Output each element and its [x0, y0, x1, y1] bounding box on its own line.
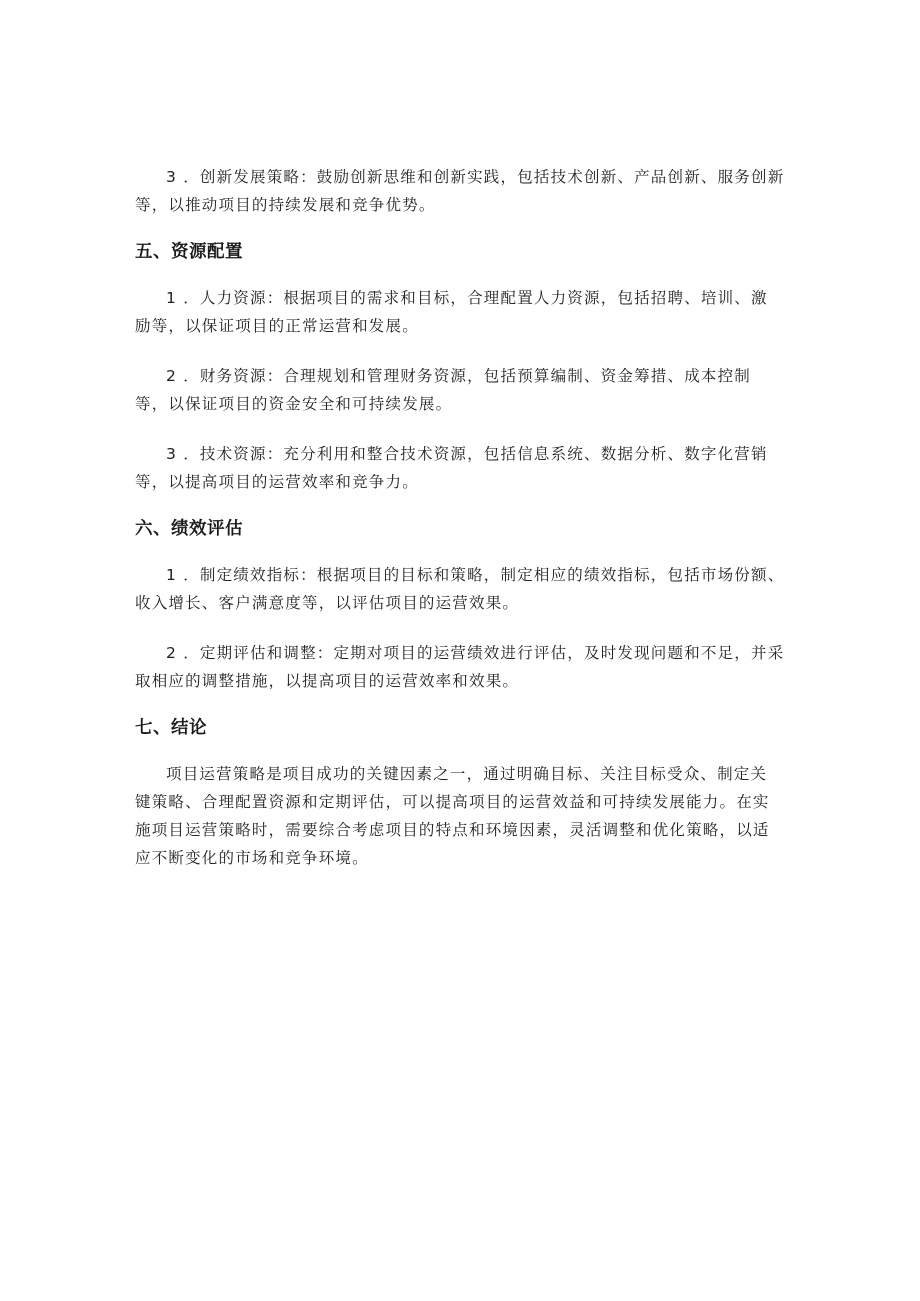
paragraph-line: 等，以提高项目的运营效率和竞争力。 [135, 473, 419, 491]
paragraph-line: 励等，以保证项目的正常运营和发展。 [135, 317, 419, 335]
paragraph-line: 1 ．制定绩效指标：根据项目的目标和策略，制定相应的绩效指标，包括市场份额、 [166, 566, 785, 584]
paragraph-performance-indicators [135, 561, 787, 617]
paragraph-periodic-review [135, 639, 787, 695]
section-heading-performance-evaluation: 六、绩效评估 [135, 519, 243, 539]
paragraph-line: 1 ．人力资源：根据项目的需求和目标，合理配置人力资源，包括招聘、培训、激 [166, 289, 768, 307]
paragraph-line: 项目运营策略是项目成功的关键因素之一，通过明确目标、关注目标受众、制定关 [166, 765, 768, 783]
paragraph-line: 取相应的调整措施，以提高项目的运营效率和效果。 [135, 672, 520, 690]
paragraph-human-resources [135, 284, 787, 340]
paragraph-line: 2 ．定期评估和调整：定期对项目的运营绩效进行评估，及时发现问题和不足，并采 [166, 644, 785, 662]
paragraph-financial-resources [135, 362, 787, 418]
paragraph-line: 键策略、合理配置资源和定期评估，可以提高项目的运营效益和可持续发展能力。在实 [135, 793, 770, 811]
paragraph-line: 施项目运营策略时，需要综合考虑项目的特点和环境因素，灵活调整和优化策略，以适 [135, 821, 770, 839]
paragraph-conclusion [135, 760, 787, 872]
paragraph-line: 等，以推动项目的持续发展和竞争优势。 [135, 196, 436, 214]
paragraph-line: 3 ．创新发展策略：鼓励创新思维和创新实践，包括技术创新、产品创新、服务创新 [166, 168, 785, 186]
paragraph-line: 等，以保证项目的资金安全和可持续发展。 [135, 395, 453, 413]
paragraph-innovation-strategy [135, 163, 787, 219]
section-heading-resource-allocation: 五、资源配置 [135, 242, 243, 262]
paragraph-line: 收入增长、客户满意度等，以评估项目的运营效果。 [135, 594, 520, 612]
paragraph-line: 2 ．财务资源：合理规划和管理财务资源，包括预算编制、资金筹措、成本控制 [166, 367, 751, 385]
paragraph-line: 应不断变化的市场和竞争环境。 [135, 849, 369, 867]
document-page [135, 163, 787, 872]
paragraph-line: 3 ．技术资源：充分利用和整合技术资源，包括信息系统、数据分析、数字化营销 [166, 445, 768, 463]
paragraph-technical-resources [135, 440, 787, 496]
section-heading-conclusion: 七、结论 [135, 718, 207, 738]
